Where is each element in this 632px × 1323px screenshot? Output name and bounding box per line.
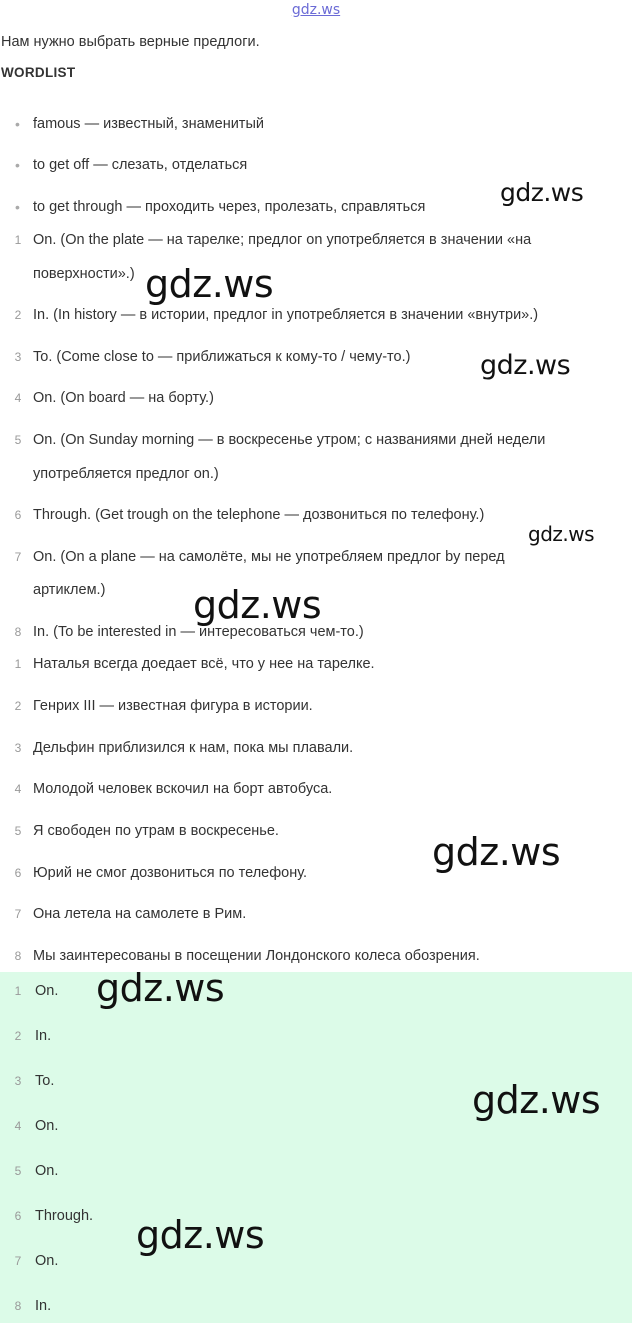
explanation-line: On. (On a plane — на самолёте, мы не употребляем предлог by перед	[33, 549, 505, 565]
translation-text: Молодой человек вскочил на борт автобуса.	[33, 781, 333, 797]
explanation-line: употребляется предлог on.)	[33, 466, 219, 482]
item-number: 4	[14, 782, 22, 796]
answer-text: On.	[35, 1253, 59, 1269]
item-number: 3	[14, 350, 22, 364]
item-number: 3	[14, 741, 22, 755]
answer-text: To.	[35, 1073, 55, 1089]
watermark: gdz.ws	[145, 262, 274, 306]
answer-text: In.	[35, 1298, 52, 1314]
item-number: 3	[14, 1074, 22, 1088]
item-number: 8	[14, 625, 22, 639]
watermark: gdz.ws	[96, 966, 225, 1010]
item-number: 2	[14, 308, 22, 322]
watermark: gdz.ws	[193, 583, 322, 627]
translation-text: Дельфин приблизился к нам, пока мы плавали.	[33, 740, 354, 756]
explanation-line: поверхности».)	[33, 266, 135, 282]
watermark: gdz.ws	[136, 1213, 265, 1257]
item-number: 5	[14, 433, 22, 447]
explanation-line: Through. (Get trough on the telephone — дозвониться по телефону.)	[33, 507, 485, 523]
translation-text: Мы заинтересованы в посещении Лондонского колеса обозрения.	[33, 948, 480, 964]
answer-text: Through.	[35, 1208, 94, 1224]
translation-text: Она летела на самолете в Рим.	[33, 906, 247, 922]
item-number: 6	[14, 1209, 22, 1223]
wordlist-item-text: to get off — слезать, отделаться	[33, 157, 248, 173]
explanation-line: To. (Come close to — приближаться к кому-то / чему-то.)	[33, 349, 411, 365]
translation-text: Юрий не смог дозвониться по телефону.	[33, 865, 308, 881]
item-number: 1	[14, 233, 22, 247]
answer-text: On.	[35, 1118, 59, 1134]
site-link[interactable]: gdz.ws	[291, 2, 341, 18]
intro-text: Нам нужно выбрать верные предлоги.	[1, 34, 260, 50]
watermark: gdz.ws	[528, 522, 595, 546]
watermark: gdz.ws	[472, 1078, 601, 1122]
answer-text: On.	[35, 1163, 59, 1179]
explanation-line: In. (To be interested in — интересоваться чем-то.)	[33, 624, 364, 640]
watermark: gdz.ws	[480, 350, 571, 381]
item-number: 8	[14, 949, 22, 963]
answers-panel	[0, 972, 632, 1323]
translation-text: Наталья всегда доедает всё, что у нее на тарелке.	[33, 656, 375, 672]
item-number: 4	[14, 391, 22, 405]
item-number: 6	[14, 866, 22, 880]
watermark: gdz.ws	[432, 830, 561, 874]
item-number: 1	[14, 657, 22, 671]
answer-text: In.	[35, 1028, 52, 1044]
item-number: 7	[14, 907, 22, 921]
bullet-icon: •	[15, 116, 20, 132]
wordlist-heading: WORDLIST	[1, 65, 76, 80]
watermark: gdz.ws	[500, 178, 584, 207]
explanation-line: On. (On Sunday morning — в воскресенье утром; с названиями дней недели	[33, 432, 546, 448]
item-number: 2	[14, 1029, 22, 1043]
explanation-line: артиклем.)	[33, 582, 106, 598]
item-number: 6	[14, 508, 22, 522]
explanation-line: In. (In history — в истории, предлог in употребляется в значении «внутри».)	[33, 307, 539, 323]
item-number: 1	[14, 984, 22, 998]
item-number: 8	[14, 1299, 22, 1313]
translation-text: Генрих III — известная фигура в истории.	[33, 698, 313, 714]
translation-text: Я свободен по утрам в воскресенье.	[33, 823, 279, 839]
item-number: 5	[14, 1164, 22, 1178]
wordlist-item-text: famous — известный, знаменитый	[33, 116, 264, 132]
explanation-line: On. (On board — на борту.)	[33, 390, 214, 406]
wordlist-item-text: to get through — проходить через, пролезать, справляться	[33, 199, 426, 215]
item-number: 7	[14, 1254, 22, 1268]
item-number: 7	[14, 550, 22, 564]
explanation-line: On. (On the plate — на тарелке; предлог on употребляется в значении «на	[33, 232, 532, 248]
item-number: 4	[14, 1119, 22, 1133]
item-number: 5	[14, 824, 22, 838]
bullet-icon: •	[15, 199, 20, 215]
bullet-icon: •	[15, 157, 20, 173]
answer-text: On.	[35, 983, 59, 999]
item-number: 2	[14, 699, 22, 713]
